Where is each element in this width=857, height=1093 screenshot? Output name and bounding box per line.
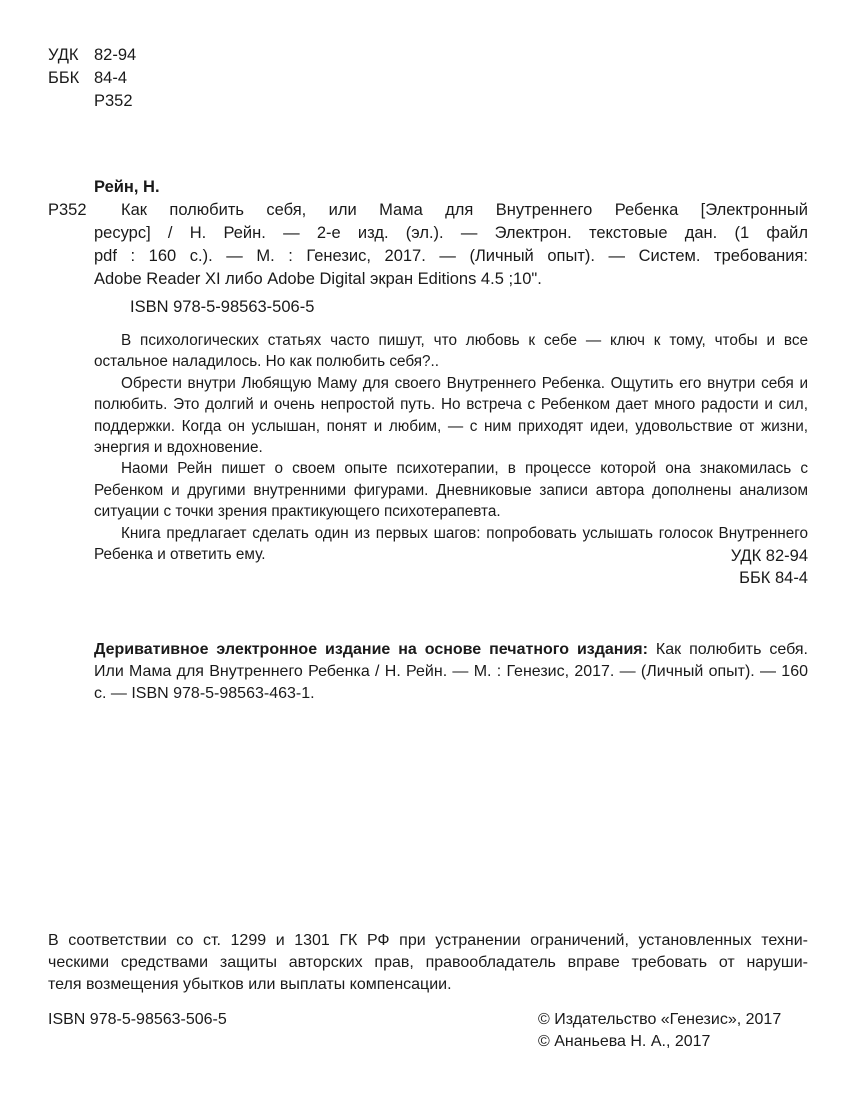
bibliographic-description [94,199,808,291]
description-line: Как полюбить себя, или Мама для Внутреннего Ребенка [Электронный [121,201,808,219]
classification-bbk: ББК 84-4 [739,569,808,587]
description-line: ресурс] / Н. Рейн. — 2-е изд. (эл.). — Электрон. текстовые дан. (1 файл [94,224,808,242]
derivative-note [94,639,808,705]
annotation-paragraph: Наоми Рейн пишет о своем опыте психотерапии, в процессе которой она знакомилась с Ребенком и другими внутренними фигурами. Дневниковые записи автора дополнены анализом ситуации с точки зрения практикующего психотерапевта. [94,460,808,521]
derivative-lead: Деривативное электронное издание на основе печатного издания: [94,641,648,658]
bbk-label: ББК [48,69,80,87]
udk-value: 82-94 [94,46,137,64]
copyright-publisher: © Издательство «Генезис», 2017 [538,1011,782,1028]
record-isbn: ISBN 978-5-98563-506-5 [130,298,315,316]
annotation-paragraph: Обрести внутри Любящую Маму для своего Внутреннего Ребенка. Ощутить его внутри себя и полюбить. Это долгий и очень непростой путь. Но встреча с Ребенком дает много радости и сил, поддержки. Когда он услышан, понят и любим, — с ним приходят идеи, удовольствие от жизни, энергия и вдохновение. [94,374,808,457]
annotation [94,330,808,565]
legal-notice [48,930,808,996]
annotation-paragraph: Книга предлагает сделать один из первых шагов: попробовать услышать голосок Внутреннего Ребенка и ответить ему. [94,524,808,564]
legal-line: В соответствии со ст. 1299 и 1301 ГК РФ при устранении ограничений, установленных техни- [48,932,808,949]
description-line: pdf : 160 с.). — М. : Генезис, 2017. — (Личный опыт). — Систем. требования: [94,247,808,265]
catalog-code: Р352 [48,201,87,219]
legal-line: ческими средствами защиты авторских прав, правообладатель вправе требовать от наруши- [48,954,808,971]
classification-block [731,545,808,589]
description-line: Adobe Reader XI либо Adobe Digital экран Editions 4.5 ;10". [94,270,542,288]
annotation-paragraph: В психологических статьях часто пишут, что любовь к себе — ключ к тому, чтобы и все остальное наладилось. Но как полюбить себя?.. [94,332,808,371]
derivative-text: Как полюбить себя. Или Мама для Внутреннего Ребенка / Н. Рейн. — М. : Генезис, 2017. — (Личный опыт). — 160 с. — ISBN 978-5-98563-463-1. [94,641,809,702]
udk-line [48,44,136,66]
udk-label: УДК [48,46,79,64]
footer-isbn: ISBN 978-5-98563-506-5 [48,1011,227,1028]
author-heading: Рейн, Н. [94,178,160,196]
bbk-value: 84-4 [94,69,128,87]
classification-udk: УДК 82-94 [730,547,808,565]
bbk-line [48,67,127,89]
legal-line: теля возмещения убытков или выплаты компенсации. [48,976,452,993]
author-mark: Р352 [94,92,133,110]
copyright-author: © Ананьева Н. А., 2017 [538,1033,711,1050]
